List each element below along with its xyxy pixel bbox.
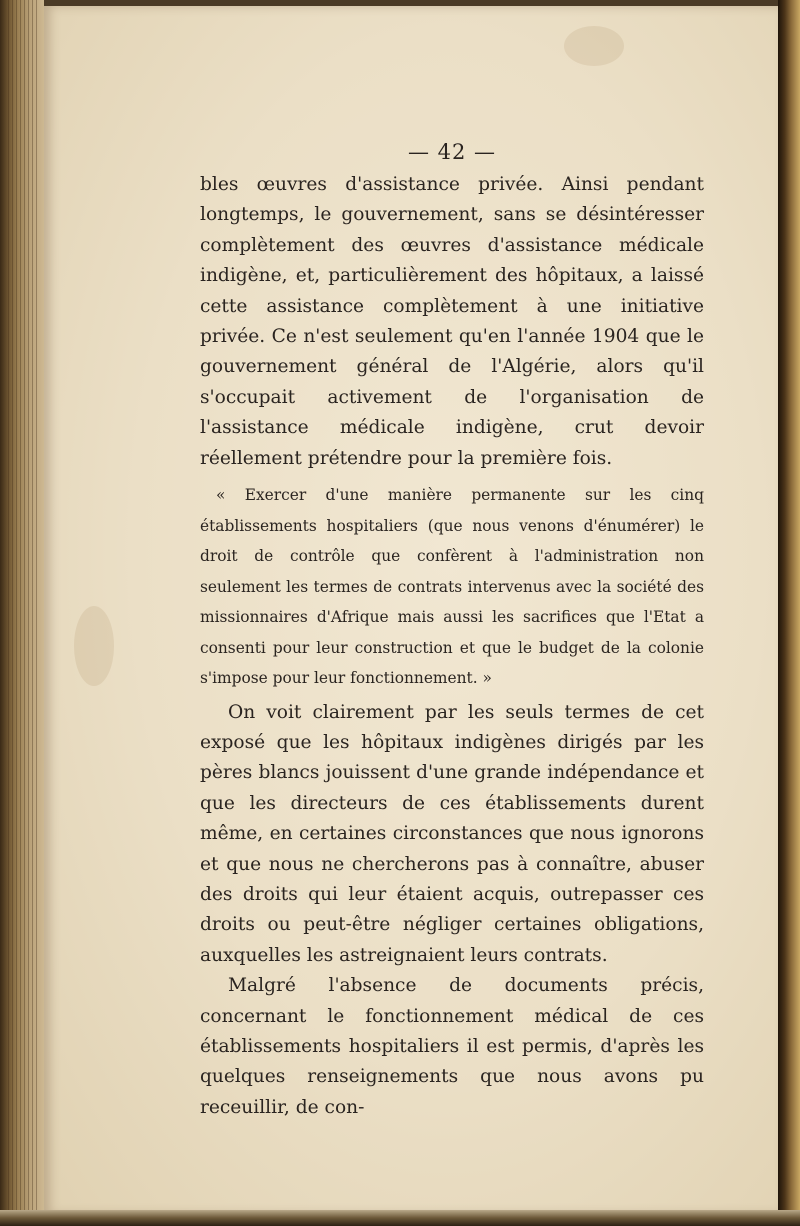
paper-stain xyxy=(564,26,624,66)
book-bottom-edge xyxy=(0,1210,800,1226)
block-quote: « Exercer d'une manière permanente sur les cinq établissements hospitaliers (que nous venons d'énumérer) le droit de contrôle que confèrent à l'administration non seulement les termes de contrats intervenus avec la société des missionnaires d'Afrique mais aussi les sacrifices que l'Etat a consenti pour leur construction et que le budget de la colonie s'impose pour leur fonctionnement. » xyxy=(200,486,704,688)
paragraph: On voit clairement par les seuls termes de cet exposé que les hôpitaux indigènes dirigés par les pères blancs jouissent d'une grande indépendance et que les directeurs de ces établissements durent même, en certaines circonstances que nous ignorons et que nous ne chercherons pas à connaître, abuser des droits qui leur étaient acquis, outrepasser ces droits ou peut-être négliger certaines obligations, auxquelles les astreignaient leurs contrats. xyxy=(200,701,704,966)
paragraph: bles œuvres d'assistance privée. Ainsi pendant longtemps, le gouvernement, sans se désintéresser complètement des œuvres d'assistance médicale indigène, et, particulièrement des hôpitaux, a laissé cette assistance complètement à une initiative privée. Ce n'est seulement qu'en l'année 1904 que le gouvernement général de l'Algérie, alors qu'il s'occupait activement de l'organisation de l'assistance médicale indigène, crut devoir réellement prétendre pour la première fois. xyxy=(200,174,704,469)
page-number: — 42 — xyxy=(407,140,497,164)
page-edges-texture xyxy=(8,0,38,1226)
page-text xyxy=(200,140,704,1123)
book-right-edge xyxy=(778,0,800,1226)
paper-stain xyxy=(74,606,114,686)
paragraph: Malgré l'absence de documents précis, concernant le fonctionnement médical de ces établissements hospitaliers il est permis, d'après les quelques renseignements que nous avons pu receuillir, de con- xyxy=(200,975,704,1118)
book-binding-gutter xyxy=(0,0,44,1226)
